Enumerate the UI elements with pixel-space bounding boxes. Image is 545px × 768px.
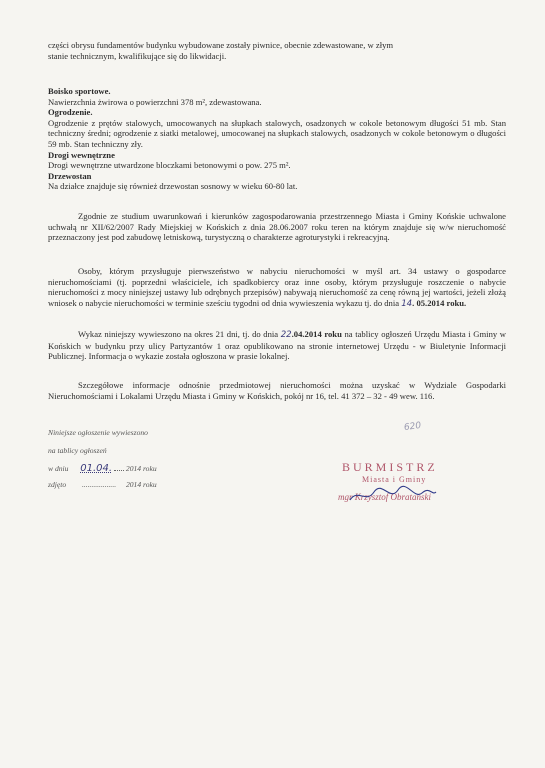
notice-line-3 (48, 463, 157, 474)
wykaz-paragraph (48, 329, 506, 362)
notice-removed-tail: 2014 roku (125, 480, 157, 489)
handwritten-signature-icon (348, 484, 438, 506)
notice-date-label: w dniu (48, 464, 69, 473)
studium-paragraph-block (48, 211, 506, 243)
notice-line-2: na tablicy ogłoszeń (48, 446, 107, 455)
stamp-subtitle: Miasta i Gminy (362, 475, 427, 484)
osoby-date-handwritten: 14 (401, 298, 413, 309)
wykaz-date-printed: .04.2014 roku (291, 329, 342, 339)
wykaz-date-handwritten: 22 (280, 330, 292, 340)
section-heading-drogi: Drogi wewnętrzne (48, 149, 115, 160)
osoby-date-printed: . 05.2014 roku. (412, 297, 467, 308)
notice-date-tail: 2014 roku (125, 464, 157, 473)
stamp-title: BURMISTRZ (342, 460, 438, 474)
section-heading-ogrodzenie: Ogrodzenie. (48, 107, 93, 118)
section-heading-drzewostan: Drzewostan (48, 170, 92, 181)
wykaz-text-after: na tablicy ogłoszeń Urzędu Miasta i Gminy w Końskich w budynku przy ulicy Partyzantów 1 oraz opublikowano na stronie internetowej Urzędu - w Biuletynie Informacji Publicznej. Informacja o wykazie została ogłoszona w prasie lokalnej. (48, 329, 506, 362)
szczegolowe-paragraph: Szczegółowe informacje odnośnie przedmiotowej nieruchomości można uzyskać w Wydziale Gospodarki Nieruchomościami i Lokalami Urzędu Miasta i Gminy w Końskich, pokój nr 16, tel. 41 372 – 32 - 49 wew. 116. (48, 380, 506, 401)
section-heading-boisko: Boisko sportowe. (48, 86, 111, 96)
osoby-paragraph-block (48, 266, 506, 309)
notice-line-1: Niniejsze ogłoszenie wywieszono (48, 428, 148, 437)
intro-block (48, 40, 506, 61)
osoby-text: Osoby, którym przysługuje pierwszeństwo w nabyciu nieruchomości w myśl art. 34 ustawy o gospodarce nieruchomościami (tj. poprzedni właściciele, ich spadkobiercy oraz inne osoby, którym przysługuje roszczenie o nabycie nieruchomości z mocy niniejszej ustawy lub odrębnych przepisów) nabywają nieruchomość za cenę równą jej wartości, jeżeli złożą wniosek o nabycie nieruchomości w terminie sześciu tygodni od dnia wywieszenia wykazu tj. do dnia (48, 266, 506, 308)
studium-paragraph: Zgodnie ze studium uwarunkowań i kierunków zagospodarowania przestrzennego Miasta i Gminy Końskie uchwalone uchwałą nr XII/62/2007 Rady Miejskiej w Końskich z dnia 28.06.2007 roku teren na którym znajduje się w/w nieruchomość przeznaczony jest pod zabudowę letniskową, turystyczną o charakterze agroturystyki i rekreacyjną. (48, 211, 506, 243)
szczegolowe-paragraph-block (48, 380, 506, 401)
section-body-drogi: Drogi wewnętrzne utwardzone bloczkami betonowymi o pow. 275 m². (48, 160, 291, 171)
margin-number: 620 (403, 420, 422, 434)
notice-removed-label: zdjęto (48, 480, 67, 489)
stamp-signature: mgr Krzysztof Obratański (338, 492, 432, 502)
notice-removed-dots: .................. (81, 480, 117, 489)
wykaz-text-before: Wykaz niniejszy wywieszono na okres 21 dni, tj. do dnia (78, 329, 281, 339)
osoby-paragraph (48, 266, 506, 309)
intro-line-2: stanie technicznym, kwalifikujące się do likwidacji. (48, 50, 227, 61)
notice-line-4 (48, 480, 157, 489)
section-body-ogrodzenie: Ogrodzenie z prętów stalowych, umocowanych na słupkach stalowych, osadzonych w cokole betonowym długości 51 mb. Stan techniczny średni; ogrodzenie z siatki metalowej, umocowanej na słupkach stalowych, osadzonych w cokole betonowym o długości 59 mb. Stan techniczny zły. (48, 117, 506, 149)
section-body-boisko: Nawierzchnia żwirowa o powierzchni 378 m², zdewastowana. (48, 96, 262, 107)
notice-date-handwritten: 01.04. (80, 463, 113, 474)
sections-block (48, 86, 506, 192)
wykaz-paragraph-block (48, 329, 506, 362)
section-body-drzewostan: Na działce znajduje się również drzewostan sosnowy w wieku 60-80 lat. (48, 181, 298, 192)
intro-line-1: części obrysu fundamentów budynku wybudowane zostały piwnice, obecnie zdewastowane, w złym (48, 40, 394, 50)
